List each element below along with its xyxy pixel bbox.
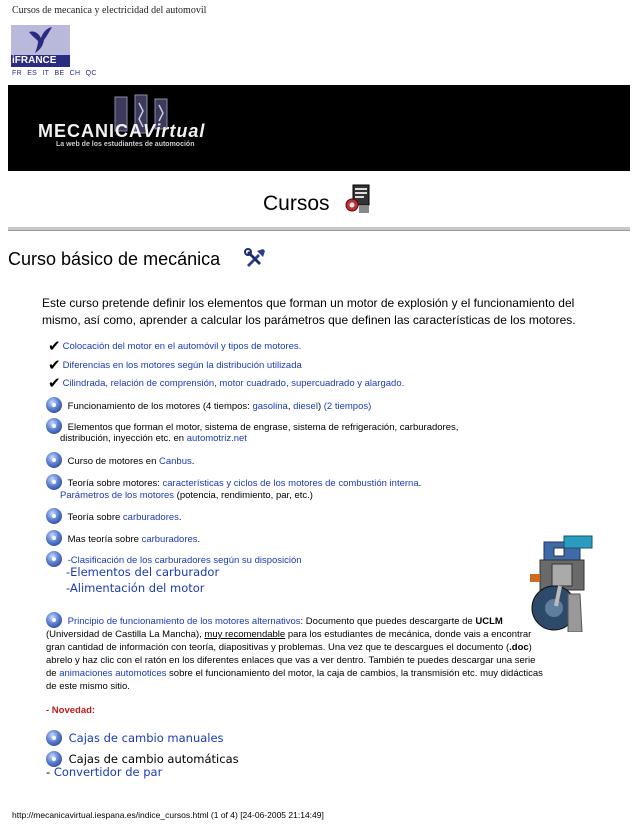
- link-carburadores-2[interactable]: carburadores: [141, 534, 198, 545]
- checkmark-icon: ✔: [48, 357, 61, 374]
- horizontal-rule: [8, 227, 630, 231]
- link-diesel[interactable]: diesel: [293, 401, 318, 412]
- link-caracteristicas[interactable]: características y ciclos de los motores de combustión interna: [162, 478, 419, 489]
- novedad-label: - Novedad:: [46, 705, 96, 716]
- link-convertidor[interactable]: Convertidor de par: [53, 765, 163, 779]
- list-item: Elementos que forman el motor, sistema de engrase, sistema de refrigeración, carburadores,: [46, 418, 458, 434]
- list-item: [48, 340, 301, 353]
- list-item: Funcionamiento de los motores (4 tiempos: gasolina, diesel) (2 tiempos): [46, 397, 371, 413]
- lang-fr[interactable]: FR: [12, 70, 22, 77]
- banner-subtitle: La web de los estudiantes de automoción: [56, 141, 195, 148]
- disc-icon: [46, 397, 62, 413]
- lang-qc[interactable]: QC: [85, 70, 97, 77]
- page-footer-url: http://mecanicavirtual.iespana.es/indice_cursos.html (1 of 4) [24-06-2005 21:14:49]: [12, 810, 324, 820]
- link-alimentacion[interactable]: -Alimentación del motor: [66, 581, 205, 595]
- language-links: [12, 70, 100, 77]
- checkmark-icon: ✔: [48, 375, 61, 392]
- bird-icon: [27, 26, 53, 54]
- lang-ch[interactable]: CH: [69, 70, 81, 77]
- link-2-tiempos[interactable]: (2 tiempos): [323, 401, 372, 412]
- disc-icon: [46, 508, 62, 524]
- ifrance-logo[interactable]: [11, 25, 70, 67]
- uclm-paragraph: Principio de funcionamiento de los motores alternativos: Documento que puedes descargarte de UCLM (Universidad de Castilla La Mancha), muy recomendable para los estudiantes de mecánica, donde vais a encontrar gran cantidad de información con teoría, diapositivas y problemas. Una vez que te descargues el documento (.doc) abrelo y haz clic con el ratón en los diferentes enlaces que vas a ver dentro. También te puedes descargar una serie de animaciones automotices sobre el funcionamiento del motor, la caja de cambios, la transmisión etc. muy didácticas de este mismo sitio.: [46, 612, 546, 693]
- recommended-text: muy recomendable: [204, 629, 286, 640]
- checkmark-icon: ✔: [48, 338, 61, 355]
- link-clasificacion[interactable]: -Clasificación de los carburadores según su disposición: [67, 555, 302, 566]
- page-header-title: Cursos de mecanica y electricidad del automovil: [12, 5, 207, 16]
- document-icon: [345, 184, 371, 214]
- cajas-automaticas-text: Cajas de cambio automáticas: [68, 752, 239, 766]
- link-animaciones[interactable]: animaciones automotices: [59, 668, 167, 679]
- list-item: Teoría sobre carburadores.: [46, 508, 182, 524]
- link-colocacion[interactable]: Colocación del motor en el automóvil y tipos de motores.: [62, 341, 302, 352]
- intro-text: Este curso pretende definir los elementos que forman un motor de explosión y el funcionamiento del mismo, así como, aprender a calcular los parámetros que definen las características de los motores.: [42, 296, 576, 327]
- lang-es[interactable]: ES: [27, 70, 38, 77]
- list-item-continuation: distribución, inyección etc. en automotriz.net: [60, 433, 247, 444]
- link-elementos-carburador[interactable]: -Elementos del carburador: [66, 565, 220, 579]
- tools-icon: [244, 248, 266, 268]
- disc-icon: [46, 551, 62, 567]
- list-item: [48, 377, 404, 390]
- list-item: [66, 566, 219, 579]
- link-cilindrada[interactable]: Cilindrada, relación de comprensión, motor cuadrado, supercuadrado y alargado.: [62, 378, 405, 389]
- site-banner[interactable]: [8, 85, 630, 171]
- logo-text: iFRANCE: [11, 55, 70, 67]
- link-automotriz[interactable]: automotriz.net: [186, 433, 247, 444]
- disc-icon: [46, 474, 62, 490]
- link-carburadores-1[interactable]: carburadores: [122, 512, 179, 523]
- link-gasolina[interactable]: gasolina: [252, 401, 288, 412]
- doc-label: .doc: [509, 642, 529, 653]
- section-title: Curso básico de mecánica: [8, 249, 221, 269]
- lang-be[interactable]: BE: [54, 70, 65, 77]
- disc-icon: [46, 730, 62, 746]
- list-item: Curso de motores en Canbus.: [46, 452, 194, 468]
- disc-icon: [46, 612, 62, 628]
- list-item: - Convertidor de par: [46, 765, 163, 779]
- list-item: [48, 359, 302, 372]
- link-canbus[interactable]: Canbus: [159, 456, 192, 467]
- list-item: [66, 582, 205, 595]
- page-title: Cursos: [263, 192, 330, 215]
- link-cajas-manuales[interactable]: Cajas de cambio manuales: [68, 731, 224, 745]
- disc-icon: [46, 530, 62, 546]
- uclm-label: UCLM: [475, 616, 503, 627]
- disc-icon: [46, 452, 62, 468]
- list-item: [46, 730, 224, 746]
- link-principio-funcionamiento[interactable]: Principio de funcionamiento de los motores alternativos: [67, 616, 301, 627]
- list-item: Mas teoría sobre carburadores.: [46, 530, 200, 546]
- list-item: Teoría sobre motores: características y ciclos de los motores de combustión interna.: [46, 474, 421, 490]
- link-diferencias[interactable]: Diferencias en los motores según la distribución utilizada: [62, 360, 302, 371]
- link-parametros[interactable]: Parámetros de los motores: [60, 490, 175, 501]
- list-item: Parámetros de los motores (potencia, rendimiento, par, etc.): [60, 490, 313, 501]
- banner-title: MECANICAVirtual: [38, 121, 206, 141]
- lang-it[interactable]: IT: [42, 70, 50, 77]
